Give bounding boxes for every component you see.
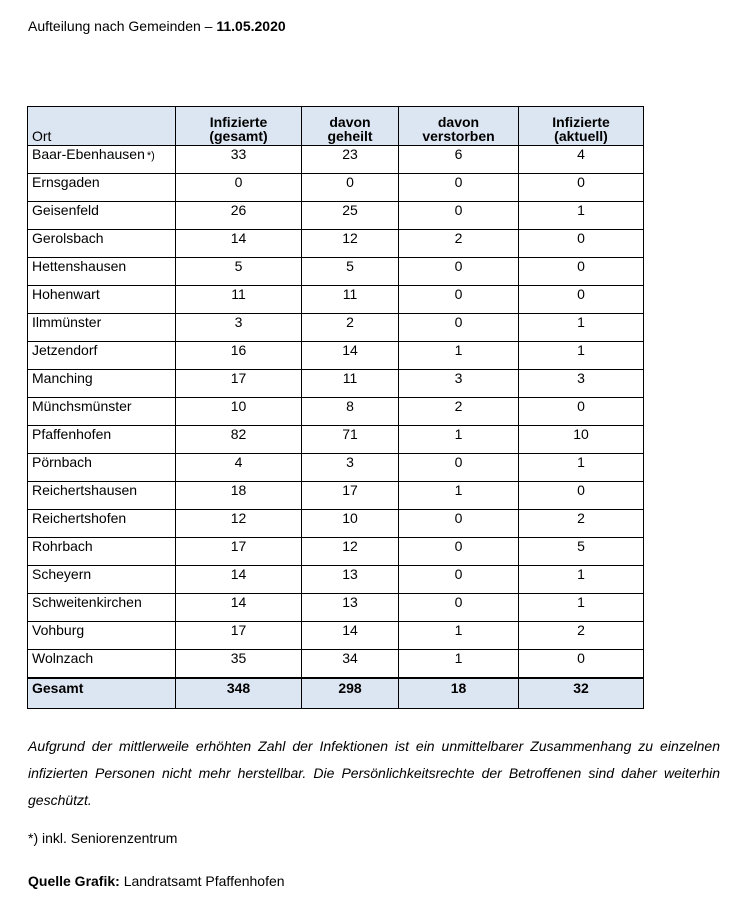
table-body (28, 146, 644, 679)
table-row: Ilmmünster 3 2 0 1 (28, 314, 644, 342)
table-row: Wolnzach 35 34 1 0 (28, 650, 644, 679)
table-row: Hohenwart 11 11 0 0 (28, 286, 644, 314)
table-row: Geisenfeld 26 25 0 1 (28, 202, 644, 230)
table-row: Hettenshausen 5 5 0 0 (28, 258, 644, 286)
table-row: Manching 17 11 3 3 (28, 370, 644, 398)
page-heading (28, 18, 286, 34)
table-row: Münchsmünster 10 8 2 0 (28, 398, 644, 426)
total-geheilt: 298 (302, 678, 399, 709)
table-row: Jetzendorf 16 14 1 1 (28, 342, 644, 370)
header-aktuell: Infizierte (aktuell) (519, 107, 644, 146)
heading-prefix: Aufteilung nach Gemeinden – (28, 18, 217, 34)
footnote: *) inkl. Seniorenzentrum (28, 830, 178, 846)
table-row: Vohburg 17 14 1 2 (28, 622, 644, 650)
table-header (28, 107, 644, 146)
privacy-note: Aufgrund der mittlerweile erhöhten Zahl der Infektionen ist ein unmittelbarer Zusammenhang zu einzelnen infizierten Personen nicht mehr herstellbar. Die Persönlichkeitsrechte der Betroffenen sind daher weiterhin geschützt. (28, 738, 720, 808)
source-line (28, 873, 285, 889)
table-row: Reichertshausen 18 17 1 0 (28, 482, 644, 510)
header-gesamt: Infizierte (gesamt) (176, 107, 302, 146)
header-verstorben: davon verstorben (399, 107, 519, 146)
header-geheilt: davon geheilt (302, 107, 399, 146)
source-value: Landratsamt Pfaffenhofen (119, 873, 285, 889)
table-row: Pfaffenhofen 82 71 1 10 (28, 426, 644, 454)
table-row: Pörnbach 4 3 0 1 (28, 454, 644, 482)
total-aktuell: 32 (519, 678, 644, 709)
total-gesamt: 348 (176, 678, 302, 709)
footnote-marker: *) (146, 150, 155, 162)
table-row: Rohrbach 17 12 0 5 (28, 538, 644, 566)
table-row: Gerolsbach 14 12 2 0 (28, 230, 644, 258)
table-row: Schweitenkirchen 14 13 0 1 (28, 594, 644, 622)
total-verstorben: 18 (399, 678, 519, 709)
heading-date: 11.05.2020 (216, 18, 286, 34)
total-label: Gesamt (28, 678, 176, 709)
table-row: Ernsgaden 0 0 0 0 (28, 174, 644, 202)
table-row: Reichertshofen 12 10 0 2 (28, 510, 644, 538)
table-row: Scheyern 14 13 0 1 (28, 566, 644, 594)
table-row: Baar-Ebenhausen *) 33 23 6 4 (28, 146, 644, 174)
infection-table (27, 106, 644, 709)
table-total-row (28, 678, 644, 709)
source-label: Quelle Grafik: (28, 873, 120, 889)
header-ort: Ort (28, 107, 176, 146)
